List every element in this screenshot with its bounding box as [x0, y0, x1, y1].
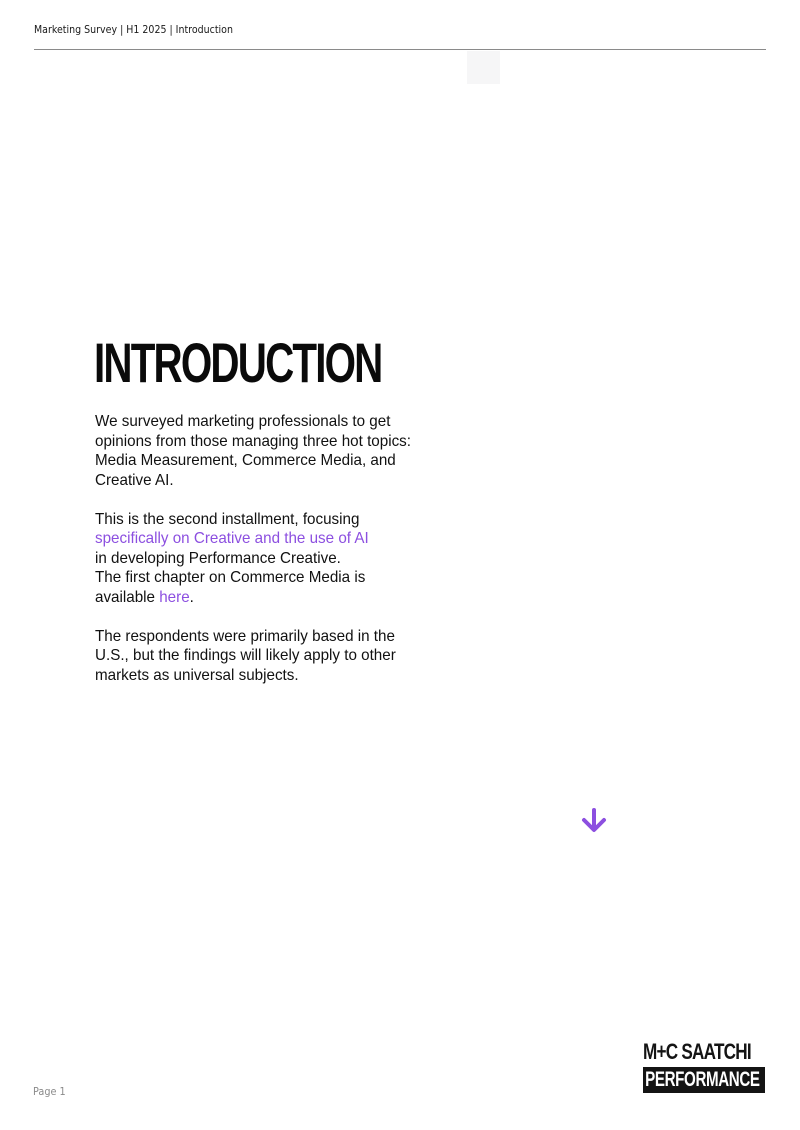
- text-line: [95, 588, 437, 608]
- intro-paragraph-1: [95, 412, 455, 490]
- commerce-media-link[interactable]: here: [159, 588, 190, 606]
- intro-paragraph-2: [95, 510, 455, 608]
- text-line: The respondents were primarily based in the: [95, 627, 395, 645]
- intro-body: [95, 412, 455, 705]
- text-line: This is the second installment, focusing: [95, 510, 360, 528]
- breadcrumb: Marketing Survey | H1 2025 | Introduction: [34, 23, 233, 36]
- text-line: We surveyed marketing professionals to get: [95, 413, 391, 430]
- text-fragment: available: [95, 588, 160, 606]
- text-line: markets as universal subjects.: [95, 666, 299, 684]
- logo-wordmark-bottom-block: [643, 1067, 765, 1093]
- text-line: U.S., but the findings will likely apply to other: [95, 647, 396, 664]
- text-line: Creative AI.: [95, 471, 174, 489]
- text-line: The first chapter on Commerce Media is: [95, 569, 366, 586]
- logo-wordmark-top: M+C SAATCHI: [643, 1039, 751, 1064]
- text-line: opinions from those managing three hot topics:: [95, 432, 412, 450]
- placeholder-block: [467, 51, 500, 84]
- header-divider: [34, 49, 766, 50]
- brand-logo: [643, 1040, 767, 1096]
- intro-paragraph-3: [95, 627, 455, 686]
- text-fragment: .: [189, 588, 194, 606]
- creative-ai-link[interactable]: specifically on Creative and the use of AI: [95, 530, 369, 547]
- arrow-down-glyph: [580, 808, 608, 834]
- page-title: INTRODUCTION: [94, 331, 382, 394]
- page-number: Page 1: [33, 1085, 66, 1098]
- logo-wordmark-bottom: PERFORMANCE: [645, 1068, 760, 1091]
- arrow-down-icon[interactable]: [580, 808, 608, 834]
- text-line: in developing Performance Creative.: [95, 549, 341, 567]
- text-line: Media Measurement, Commerce Media, and: [95, 452, 396, 469]
